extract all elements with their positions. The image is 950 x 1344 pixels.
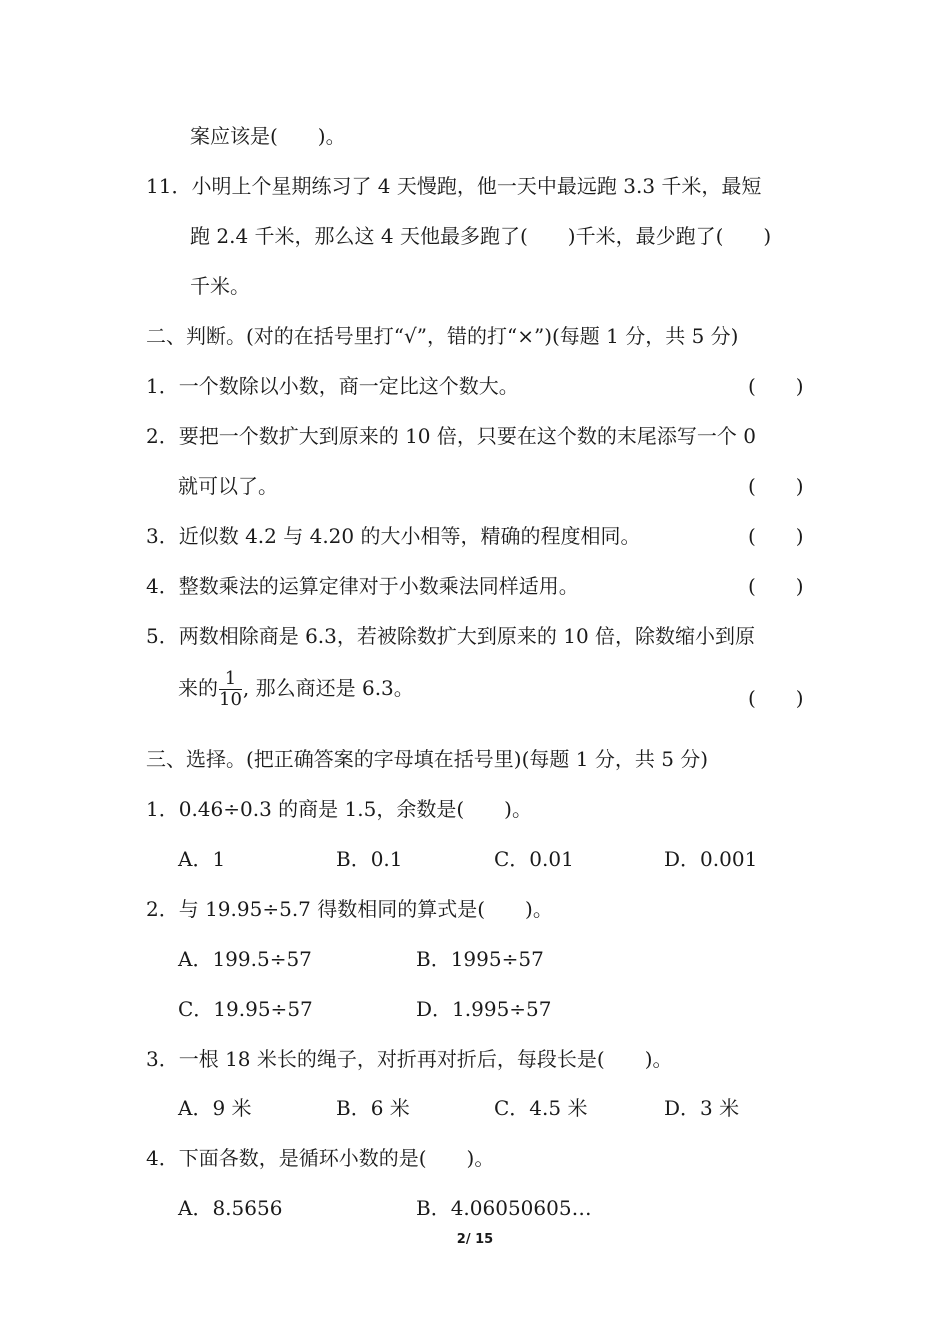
answer-paren: ( )	[748, 374, 804, 398]
choice-option: B．4.06050605…	[416, 1196, 592, 1220]
question-11-line-2: 跑 2.4 千米，那么这 4 天他最多跑了( )千米，最少跑了( )	[190, 224, 772, 248]
section-2-title: 二、判断。(对的在括号里打“√”，错的打“×”)(每题 1 分，共 5 分)	[146, 324, 739, 348]
choice-option: A．1	[178, 847, 226, 871]
fraction-denominator: 10	[219, 689, 242, 710]
answer-paren: ( )	[748, 524, 804, 548]
choice-option: B．6 米	[336, 1096, 410, 1120]
choice-option: C．0.01	[494, 847, 574, 871]
judge-question-5-line-1: 5．两数相除商是 6.3，若被除数扩大到原来的 10 倍，除数缩小到原	[146, 624, 756, 648]
choice-option: A．199.5÷57	[178, 947, 312, 971]
choice-option: B．0.1	[336, 847, 403, 871]
choice-question-3: 3．一根 18 米长的绳子，对折再对折后，每段长是( )。	[146, 1047, 673, 1071]
choice-question-2: 2．与 19.95÷5.7 得数相同的算式是( )。	[146, 897, 553, 921]
question-11-line-3: 千米。	[190, 274, 250, 298]
question-11-line-1: 11．小明上个星期练习了 4 天慢跑，他一天中最远跑 3.3 千米，最短	[146, 174, 762, 198]
fraction-prefix: 来的	[178, 676, 218, 700]
choice-option: A．8.5656	[178, 1196, 283, 1220]
section-3-title: 三、选择。(把正确答案的字母填在括号里)(每题 1 分，共 5 分)	[146, 747, 709, 771]
choice-option: C．19.95÷57	[178, 997, 313, 1021]
judge-question-2-line-1: 2．要把一个数扩大到原来的 10 倍，只要在这个数的末尾添写一个 0	[146, 424, 756, 448]
page-number: 2/ 15	[456, 1232, 494, 1247]
choice-option: D．1.995÷57	[416, 997, 552, 1021]
fraction-numerator: 1	[224, 668, 237, 689]
choice-option: D．0.001	[664, 847, 758, 871]
choice-option: C．4.5 米	[494, 1096, 588, 1120]
choice-question-1: 1．0.46÷0.3 的商是 1.5，余数是( )。	[146, 797, 532, 821]
judge-question-5-line-2	[178, 666, 414, 710]
judge-question-1: 1．一个数除以小数，商一定比这个数大。	[146, 374, 519, 398]
judge-question-4: 4．整数乘法的运算定律对于小数乘法同样适用。	[146, 574, 579, 598]
question-10-continuation: 案应该是( )。	[190, 124, 346, 148]
judge-question-3: 3．近似数 4.2 与 4.20 的大小相等，精确的程度相同。	[146, 524, 641, 548]
answer-paren: ( )	[748, 574, 804, 598]
choice-option: A．9 米	[178, 1096, 252, 1120]
answer-paren: ( )	[748, 474, 804, 498]
choice-option: D．3 米	[664, 1096, 740, 1120]
fraction-one-tenth	[219, 669, 242, 710]
answer-paren: ( )	[748, 686, 804, 710]
fraction-suffix: , 那么商还是 6.3。	[242, 676, 414, 700]
judge-question-2-line-2: 就可以了。	[178, 474, 278, 498]
choice-question-4: 4．下面各数，是循环小数的是( )。	[146, 1146, 495, 1170]
choice-option: B．1995÷57	[416, 947, 544, 971]
